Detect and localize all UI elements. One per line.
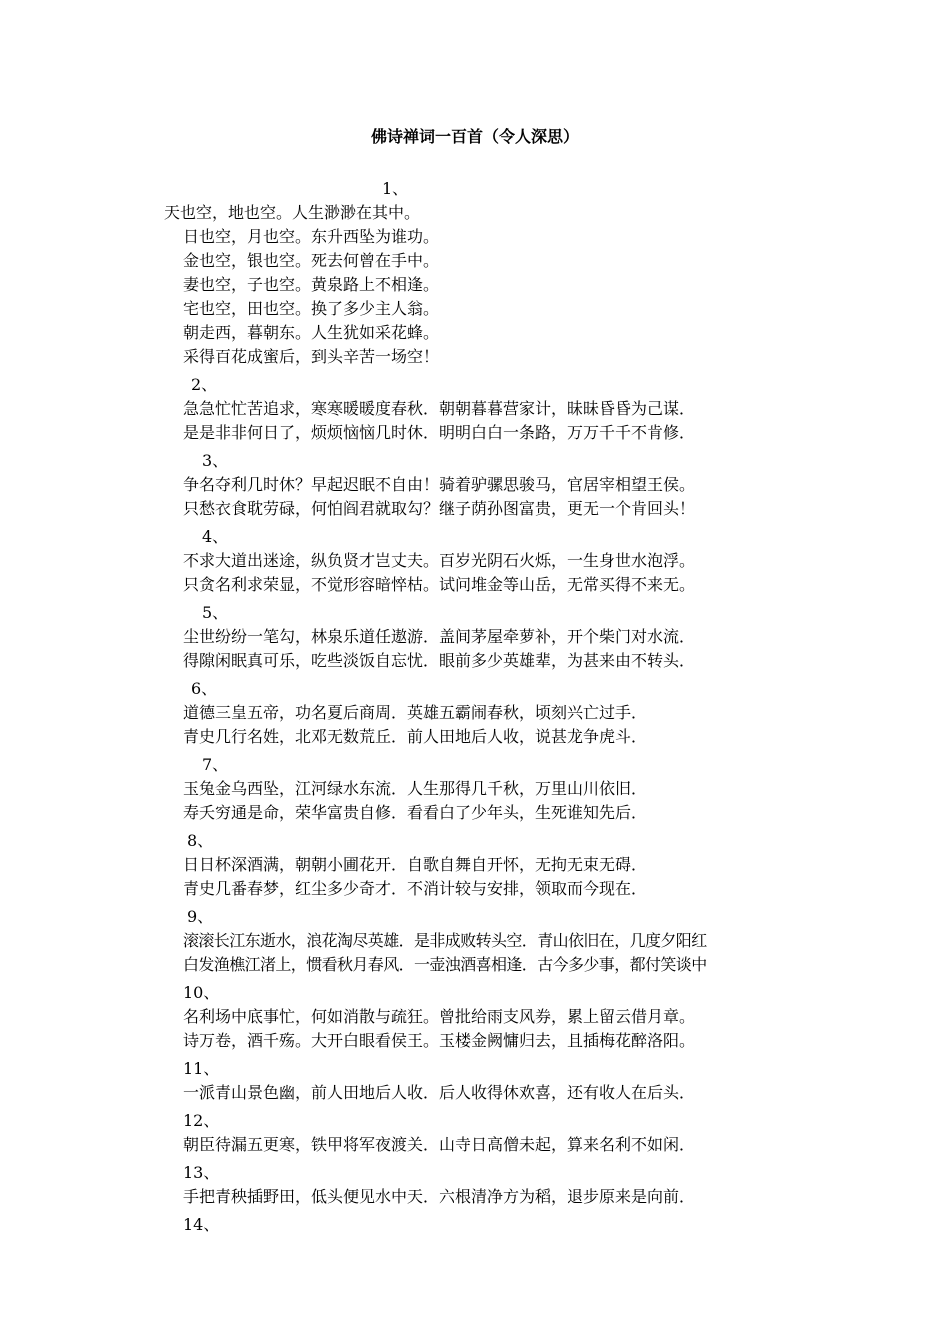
poem-number: 9、 [187,907,214,926]
poem-number: 7、 [202,755,229,774]
poem-line: 只愁衣食耽劳碌，何怕阎君就取勾？继子荫孙图富贵，更无一个肯回头！ [183,499,696,518]
poem-line: 朝臣待漏五更寒，铁甲将军夜渡关．山寺日高僧未起，算来名利不如闲． [183,1135,696,1154]
poem-line: 不求大道出迷途，纵负贤才岂丈夫。百岁光阴石火烁，一生身世水泡浮。 [183,551,696,570]
poem-line: 宅也空，田也空。换了多少主人翁。 [183,299,440,318]
poem-line: 金也空，银也空。死去何曾在手中。 [183,251,440,270]
poem-line: 诗万卷，酒千殇。大开白眼看侯王。玉楼金阙慵归去，且插梅花醉洛阳。 [183,1031,696,1050]
poem-line: 青史几行名姓，北邓无数荒丘．前人田地后人收，说甚龙争虎斗． [183,727,648,746]
poem-line: 只贪名利求荣显，不觉形容暗悴枯。试问堆金等山岳，无常买得不来无。 [183,575,696,594]
poem-line: 白发渔樵江渚上，惯看秋月春风．一壶浊酒喜相逢．古今多少事，都付笑谈中 [183,955,707,974]
poem-line: 采得百花成蜜后，到头辛苦一场空！ [183,347,440,366]
poem-line: 一派青山景色幽，前人田地后人收．后人收得休欢喜，还有收人在后头． [183,1083,696,1102]
poem-number: 3、 [202,451,229,470]
poem-number: 1、 [382,179,409,198]
poem-number: 5、 [202,603,229,622]
poem-number: 4、 [202,527,229,546]
poem-line: 天也空，地也空。人生渺渺在其中。 [164,203,421,222]
poem-line: 玉兔金乌西坠，江河绿水东流．人生那得几千秋，万里山川依旧． [183,779,648,798]
poem-line: 尘世纷纷一笔勾，林泉乐道任遨游．盖间茅屋牵萝补，开个柴门对水流． [183,627,696,646]
poem-line: 道德三皇五帝，功名夏后商周．英雄五霸闹春秋，顷刻兴亡过手． [183,703,648,722]
poem-line: 争名夺利几时休？早起迟眠不自由！骑着驴骡思骏马，官居宰相望王侯。 [183,475,696,494]
poem-number: 8、 [187,831,214,850]
poem-line: 手把青秧插野田，低头便见水中天．六根清净方为稻，退步原来是向前． [183,1187,696,1206]
poem-number: 14、 [183,1215,220,1234]
poem-line: 日也空，月也空。东升西坠为谁功。 [183,227,440,246]
poem-line: 急急忙忙苦追求，寒寒暖暖度春秋．朝朝暮暮营家计，昧昧昏昏为己谋． [183,399,696,418]
poem-line: 得隙闲眠真可乐，吃些淡饭自忘忧．眼前多少英雄辈，为甚来由不转头． [183,651,696,670]
poem-line: 青史几番春梦，红尘多少奇才．不消计较与安排，领取而今现在． [183,879,648,898]
poem-line: 滚滚长江东逝水，浪花淘尽英雄．是非成败转头空．青山依旧在，几度夕阳红 [183,931,707,950]
poem-line: 妻也空，子也空。黄泉路上不相逢。 [183,275,440,294]
poem-line: 寿夭穷通是命，荣华富贵自修．看看白了少年头，生死谁知先后． [183,803,648,822]
poem-line: 朝走西，暮朝东。人生犹如采花蜂。 [183,323,440,342]
poem-number: 6、 [191,679,218,698]
poem-line: 日日杯深酒满，朝朝小圃花开．自歌自舞自开怀，无拘无束无碍． [183,855,648,874]
poem-number: 11、 [183,1059,220,1078]
poem-number: 10、 [183,983,220,1002]
document-title: 佛诗禅词一百首（令人深思） [370,127,579,146]
poem-number: 13、 [183,1163,220,1182]
poem-number: 12、 [183,1111,220,1130]
poem-line: 是是非非何日了，烦烦恼恼几时休．明明白白一条路，万万千千不肯修． [183,423,696,442]
poem-number: 2、 [191,375,218,394]
poem-line: 名利场中底事忙，何如消散与疏狂。曾批给雨支风券，累上留云借月章。 [183,1007,696,1026]
